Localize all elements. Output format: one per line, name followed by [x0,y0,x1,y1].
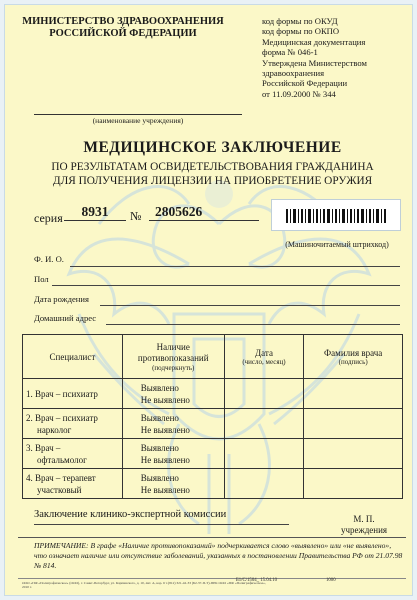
date-header: Дата (число, месяц) [224,335,304,379]
commission-conclusion-field[interactable] [34,524,289,525]
printer-imprint: ООО «ПФ «Полиграфическое» (ООО), г. Санкт-Петербург, ул. Карпинского, д. 10, лит. А, кор. 6 т.(812) 321-42-33 (Б2-37-П-Т)-ПРК ООО «ПФ «Полиграфическое», 2010 г. [22,581,266,590]
print-code: Б1/С/1504_ 15.04.10 [236,578,277,583]
stamp-place: М. П. учреждения [340,514,388,535]
fio-field[interactable] [70,266,400,267]
specialist-header: Специалист [23,335,123,379]
document-number: 2805626 [149,204,259,221]
barcode-caption: (Машиночитаемый штрихкод) [285,240,389,249]
date-cell[interactable] [224,469,304,499]
date-cell[interactable] [224,439,304,469]
number-label: № [130,209,142,223]
institution-caption: (наименование учреждения) [92,116,184,125]
contra-cell[interactable]: Выявлено Не выявлено [122,379,224,409]
doctor-header: Фамилия врача (подпись) [304,335,403,379]
series-value: 8931 [64,204,126,221]
specialist-cell: 2. Врач – психиатр нарколог [23,409,123,439]
table-row [23,409,403,439]
institution-line[interactable] [34,114,242,115]
contra-cell[interactable]: Выявлено Не выявлено [122,469,224,499]
date-cell[interactable] [224,409,304,439]
note-text: В графе «Наличие противопоказаний» подчеркивается слово «выявлено» или «не выявлено», что означает наличие или отсутствие заболеваний, указанных в постановлении Правительства РФ от 21.07.98 № 814. [34,541,403,570]
doctor-cell[interactable] [304,439,403,469]
form-metadata: код формы по ОКУД код формы по ОКПО Медицинская документация форма № 046-1 Утверждена Министерством здравоохранения Российской Федерации от 11.09.2000 № 344 [262,16,367,99]
fio-label: Ф. И. О. [34,254,64,264]
date-cell[interactable] [224,379,304,409]
specialist-cell: 4. Врач – терапевт участковый [23,469,123,499]
note [34,541,404,571]
ministry-title: МИНИСТЕРСТВО ЗДРАВООХРАНЕНИЯ РОССИЙСКОЙ ФЕДЕРАЦИИ [22,16,224,39]
table-header-row [23,335,403,379]
specialists-table [22,334,403,499]
doctor-cell[interactable] [304,409,403,439]
barcode [271,199,401,231]
address-label: Домашний адрес [34,313,97,323]
gender-field[interactable] [52,285,400,286]
barcode-icon [272,200,402,232]
footer-divider [18,578,406,579]
contraindications-header: Наличие противопоказаний (подчеркнуть) [122,335,224,379]
commission-conclusion-label: Заключение клинико-экспертной комиссии [34,509,227,520]
table-row [23,469,403,499]
gender-label: Пол [34,274,49,284]
specialist-cell: 3. Врач – офтальмолог [23,439,123,469]
table-row [23,439,403,469]
contra-cell[interactable]: Выявлено Не выявлено [122,439,224,469]
birth-date-field[interactable] [100,305,400,306]
note-lead: ПРИМЕЧАНИЕ: [34,541,89,550]
specialist-cell: 1. Врач – психиатр [23,379,123,409]
table-row [23,379,403,409]
document-subtitle: ПО РЕЗУЛЬТАТАМ ОСВИДЕТЕЛЬСТВОВАНИЯ ГРАЖДАНИНА ДЛЯ ПОЛУЧЕНИЯ ЛИЦЕНЗИИ НА ПРИОБРЕТЕНИЕ ОРУЖИЯ [51,161,374,187]
address-field[interactable] [106,324,400,325]
note-divider [18,537,406,538]
doctor-cell[interactable] [304,379,403,409]
doctor-cell[interactable] [304,469,403,499]
series-label: серия [34,211,63,225]
document-title: МЕДИЦИНСКОЕ ЗАКЛЮЧЕНИЕ [83,139,342,156]
birth-date-label: Дата рождения [34,294,89,304]
print-quantity: 1000 [326,578,336,583]
contra-cell[interactable]: Выявлено Не выявлено [122,409,224,439]
